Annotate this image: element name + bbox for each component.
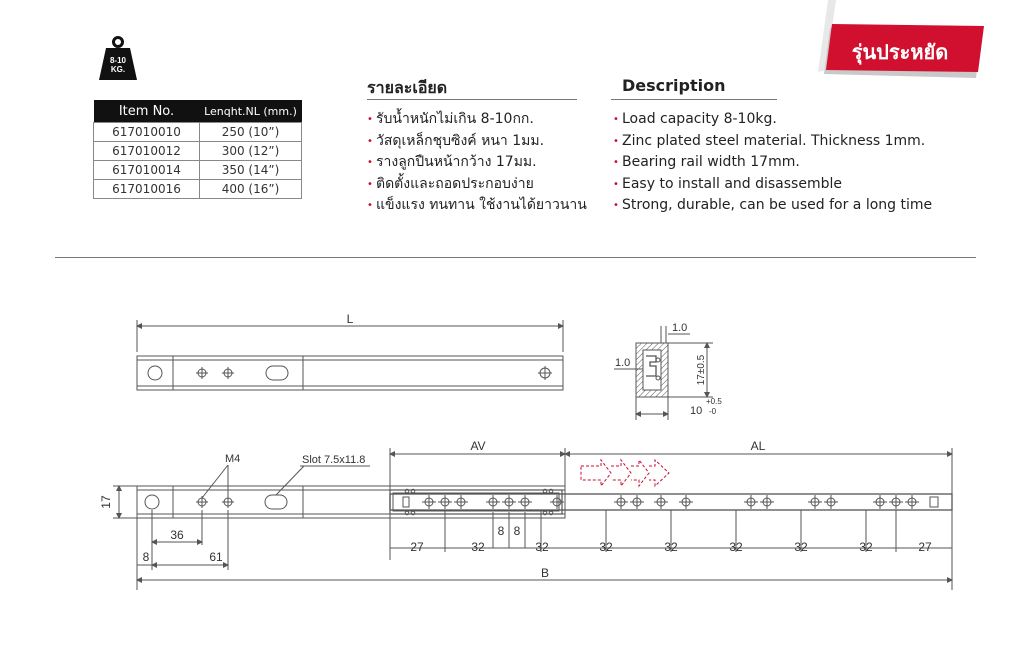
badge-text: รุ่นประหยัด	[851, 40, 949, 64]
dim-8: 8	[142, 550, 150, 564]
list-item: • Easy to install and disassemble	[613, 174, 932, 196]
dim-small-8b: 8	[513, 524, 521, 538]
list-item: • วัสดุเหล็กชุบซิงค์ หนา 1มม.	[367, 131, 587, 153]
profile-width-tol-plus: +0.5	[706, 397, 722, 406]
length-label: L	[346, 312, 354, 326]
dim-bottom-3: 32	[535, 540, 549, 554]
dim-bottom-4: 32	[599, 540, 613, 554]
length-cell: 350 (14”)	[200, 161, 302, 180]
profile-width: 10	[690, 405, 703, 417]
dim-bottom-2: 32	[471, 540, 485, 554]
list-item: • Load capacity 8-10kg.	[613, 109, 932, 131]
weight-label-line1: 8-10	[109, 56, 127, 65]
av-label: AV	[470, 439, 486, 453]
thai-details-heading: รายละเอียด	[367, 78, 448, 97]
item-no-cell: 617010016	[94, 180, 200, 199]
profile-thickness-top: 1.0	[672, 322, 688, 334]
english-description-heading: Description	[622, 76, 726, 95]
list-item: • แข็งแรง ทนทาน ใช้งานได้ยาวนาน	[367, 195, 587, 217]
dim-36: 36	[170, 528, 184, 542]
header-item-no: Item No.	[94, 100, 200, 123]
dim-bottom-6: 32	[729, 540, 743, 554]
list-item: • รับน้ำหนักไม่เกิน 8-10กก.	[367, 109, 587, 131]
list-item: • รางลูกปืนหน้ากว้าง 17มม.	[367, 152, 587, 174]
header-length: Lenqht.NL (mm.)	[200, 100, 302, 123]
item-no-cell: 617010012	[94, 142, 200, 161]
top-rail-view	[137, 320, 563, 390]
dim-bottom-9: 27	[918, 540, 932, 554]
dim-bottom-7: 32	[794, 540, 808, 554]
m4-label: M4	[225, 453, 241, 465]
total-length-label: B	[540, 566, 550, 580]
list-item: • Zinc plated steel material. Thickness 1mm.	[613, 131, 932, 153]
item-no-cell: 617010014	[94, 161, 200, 180]
profile-height: 17±0.5	[696, 354, 707, 386]
dim-small-8a: 8	[497, 524, 505, 538]
dim-61: 61	[209, 550, 223, 564]
slot-label: Slot 7.5x11.8	[302, 454, 366, 466]
profile-width-tol-minus: -0	[709, 407, 717, 416]
weight-label-line2: KG.	[110, 65, 126, 74]
extension-arrows	[581, 460, 669, 486]
height-label: 17	[99, 495, 113, 509]
list-item: • ติดตั้งและถอดประกอบง่าย	[367, 174, 587, 196]
length-cell: 300 (12”)	[200, 142, 302, 161]
al-label: AL	[750, 439, 766, 453]
length-cell: 250 (10”)	[200, 123, 302, 142]
profile-thickness-side: 1.0	[615, 357, 631, 369]
length-cell: 400 (16”)	[200, 180, 302, 199]
dim-bottom-8: 32	[859, 540, 873, 554]
list-item: • Bearing rail width 17mm.	[613, 152, 932, 174]
item-no-cell: 617010010	[94, 123, 200, 142]
list-item: • Strong, durable, can be used for a long time	[613, 195, 932, 217]
dim-bottom-1: 27	[410, 540, 424, 554]
extended-rail-view	[113, 448, 952, 590]
dim-bottom-5: 32	[664, 540, 678, 554]
